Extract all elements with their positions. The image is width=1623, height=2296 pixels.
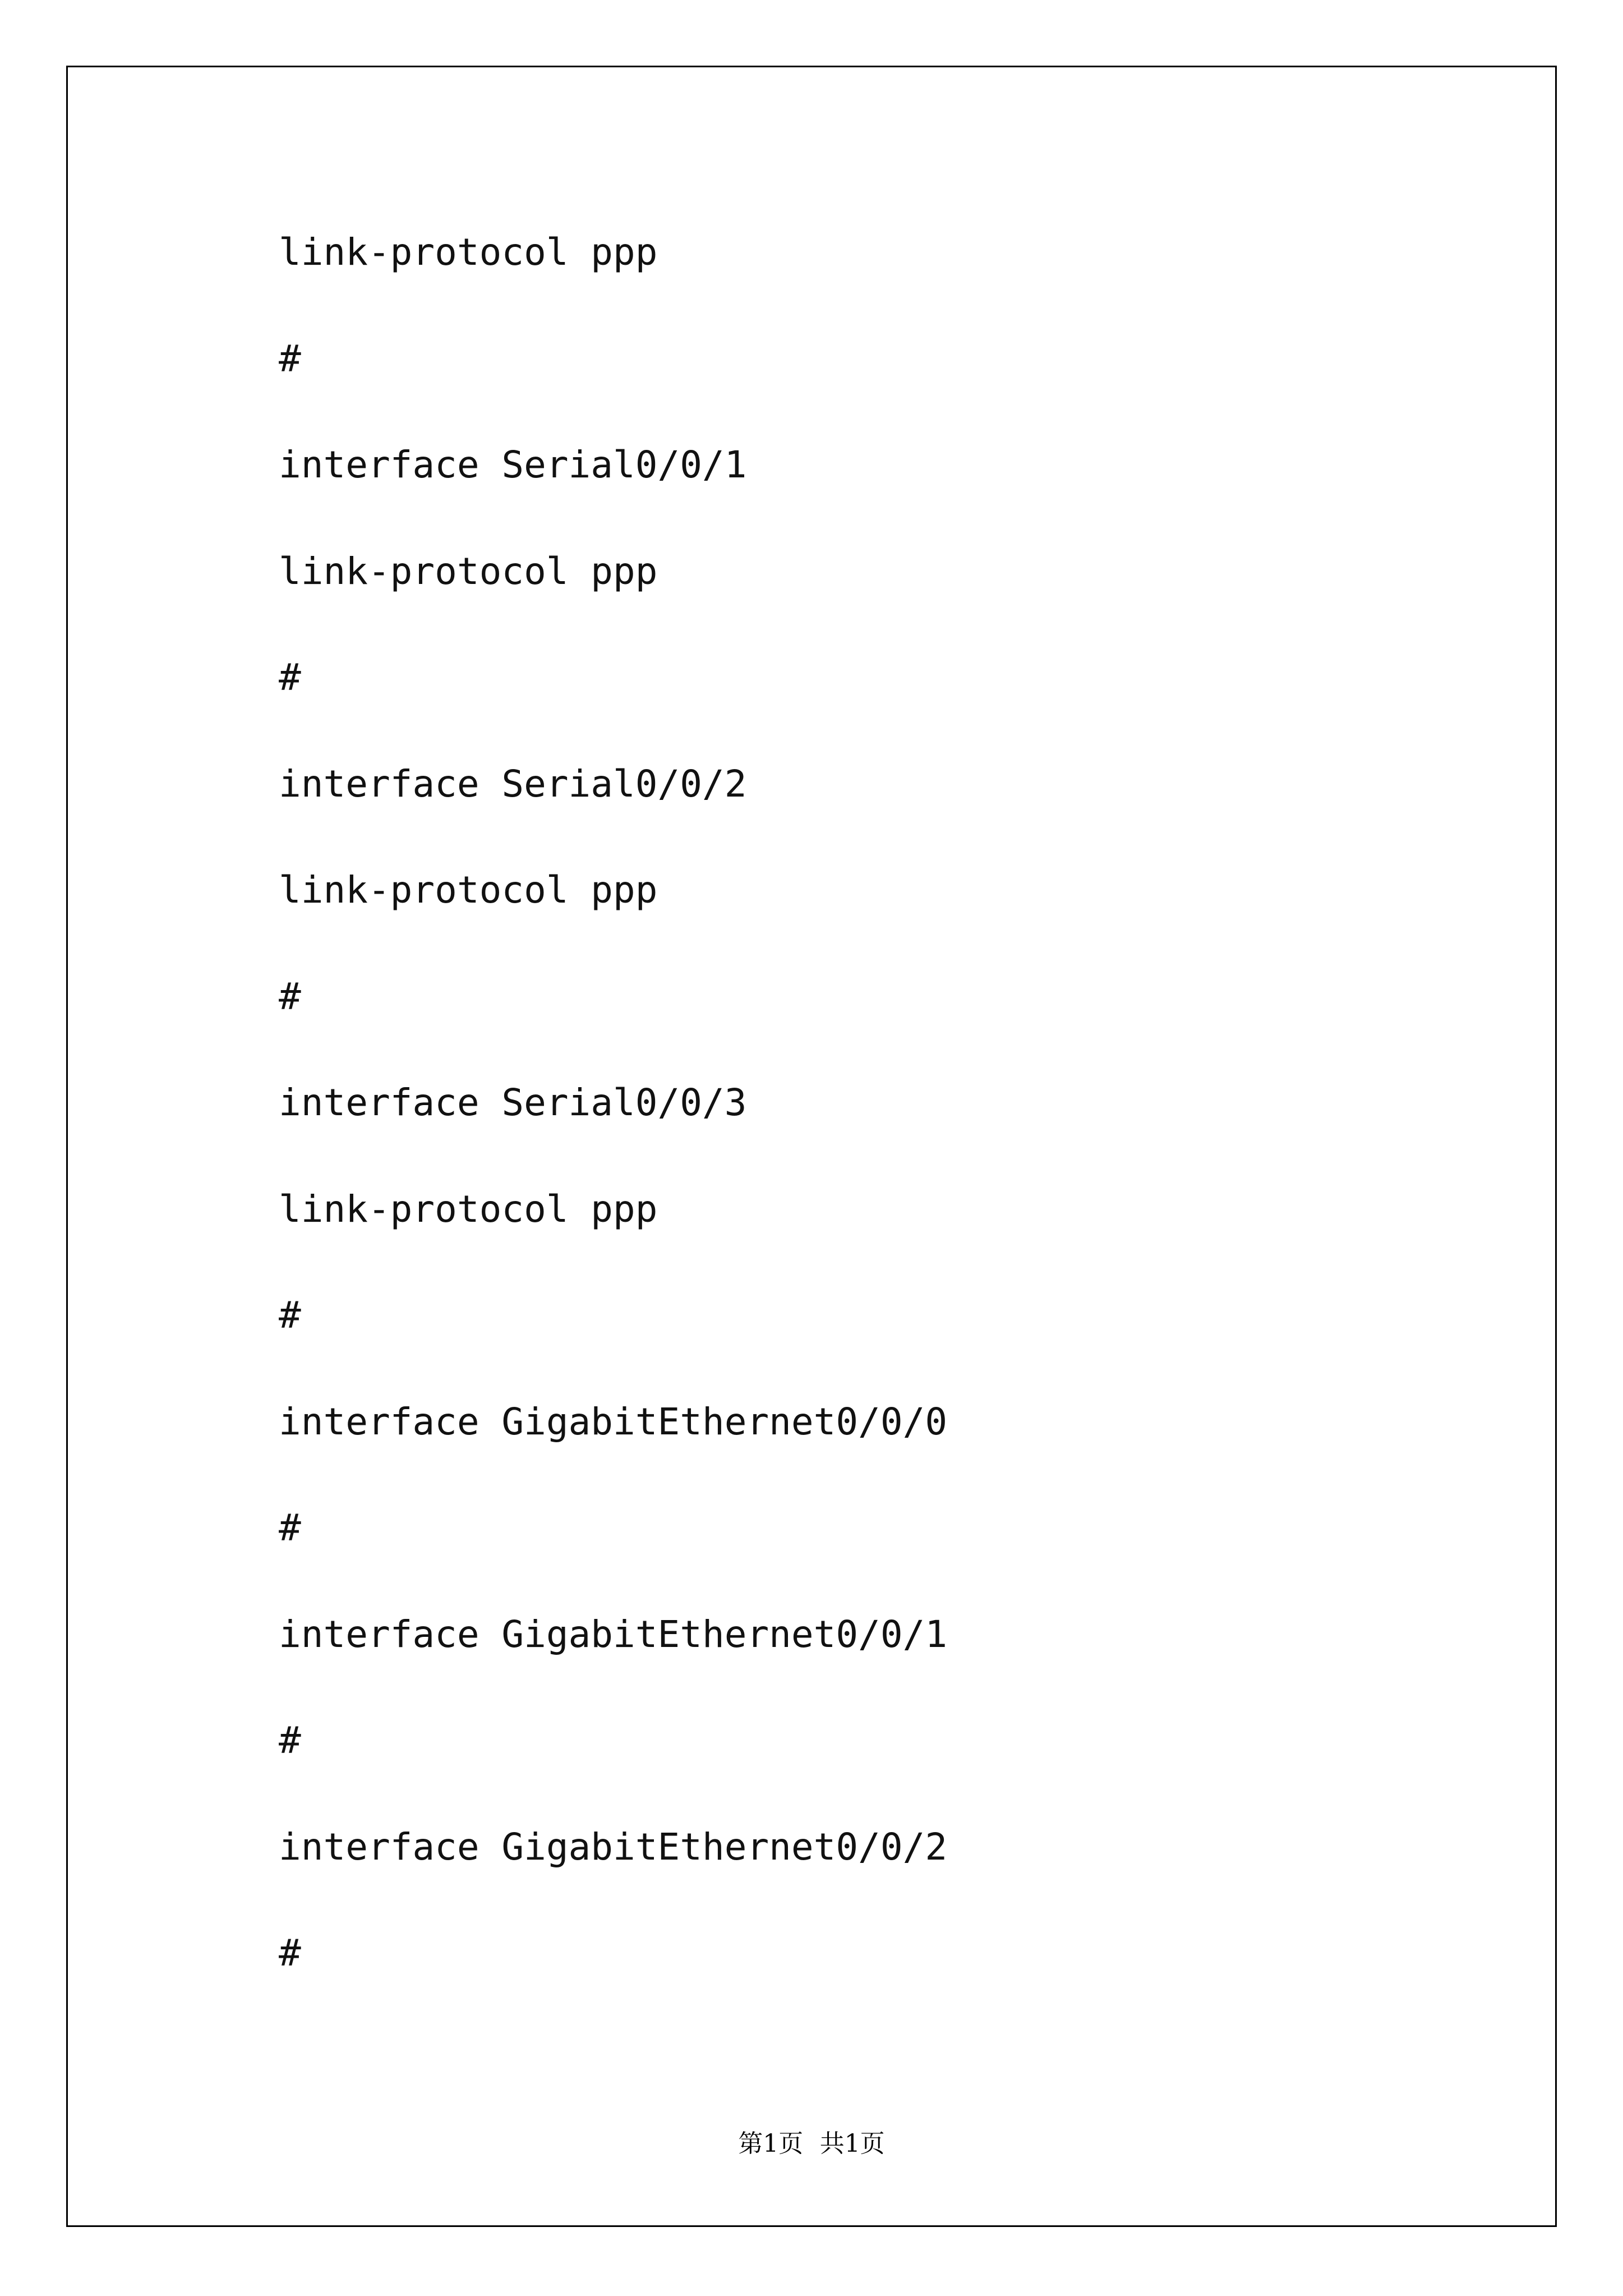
config-line: interface Serial0/0/1 xyxy=(279,443,747,486)
config-line: link-protocol ppp xyxy=(279,231,658,274)
config-line: link-protocol ppp xyxy=(279,550,658,593)
config-line: # xyxy=(279,1506,301,1549)
config-line: link-protocol ppp xyxy=(279,868,658,912)
config-line: # xyxy=(279,1931,301,1975)
page-border xyxy=(66,66,1557,2227)
config-line: interface GigabitEthernet0/0/2 xyxy=(279,1825,948,1869)
config-line: # xyxy=(279,337,301,380)
config-line: link-protocol ppp xyxy=(279,1188,658,1231)
config-line: # xyxy=(279,1719,301,1762)
config-line: # xyxy=(279,1294,301,1337)
config-line: # xyxy=(279,656,301,699)
config-line: # xyxy=(279,975,301,1018)
config-line: interface Serial0/0/3 xyxy=(279,1081,747,1124)
page-number-footer: 第1页 共1页 xyxy=(738,2129,885,2158)
config-line: interface GigabitEthernet0/0/0 xyxy=(279,1400,948,1443)
config-line: interface GigabitEthernet0/0/1 xyxy=(279,1613,948,1656)
config-line: interface Serial0/0/2 xyxy=(279,762,747,806)
